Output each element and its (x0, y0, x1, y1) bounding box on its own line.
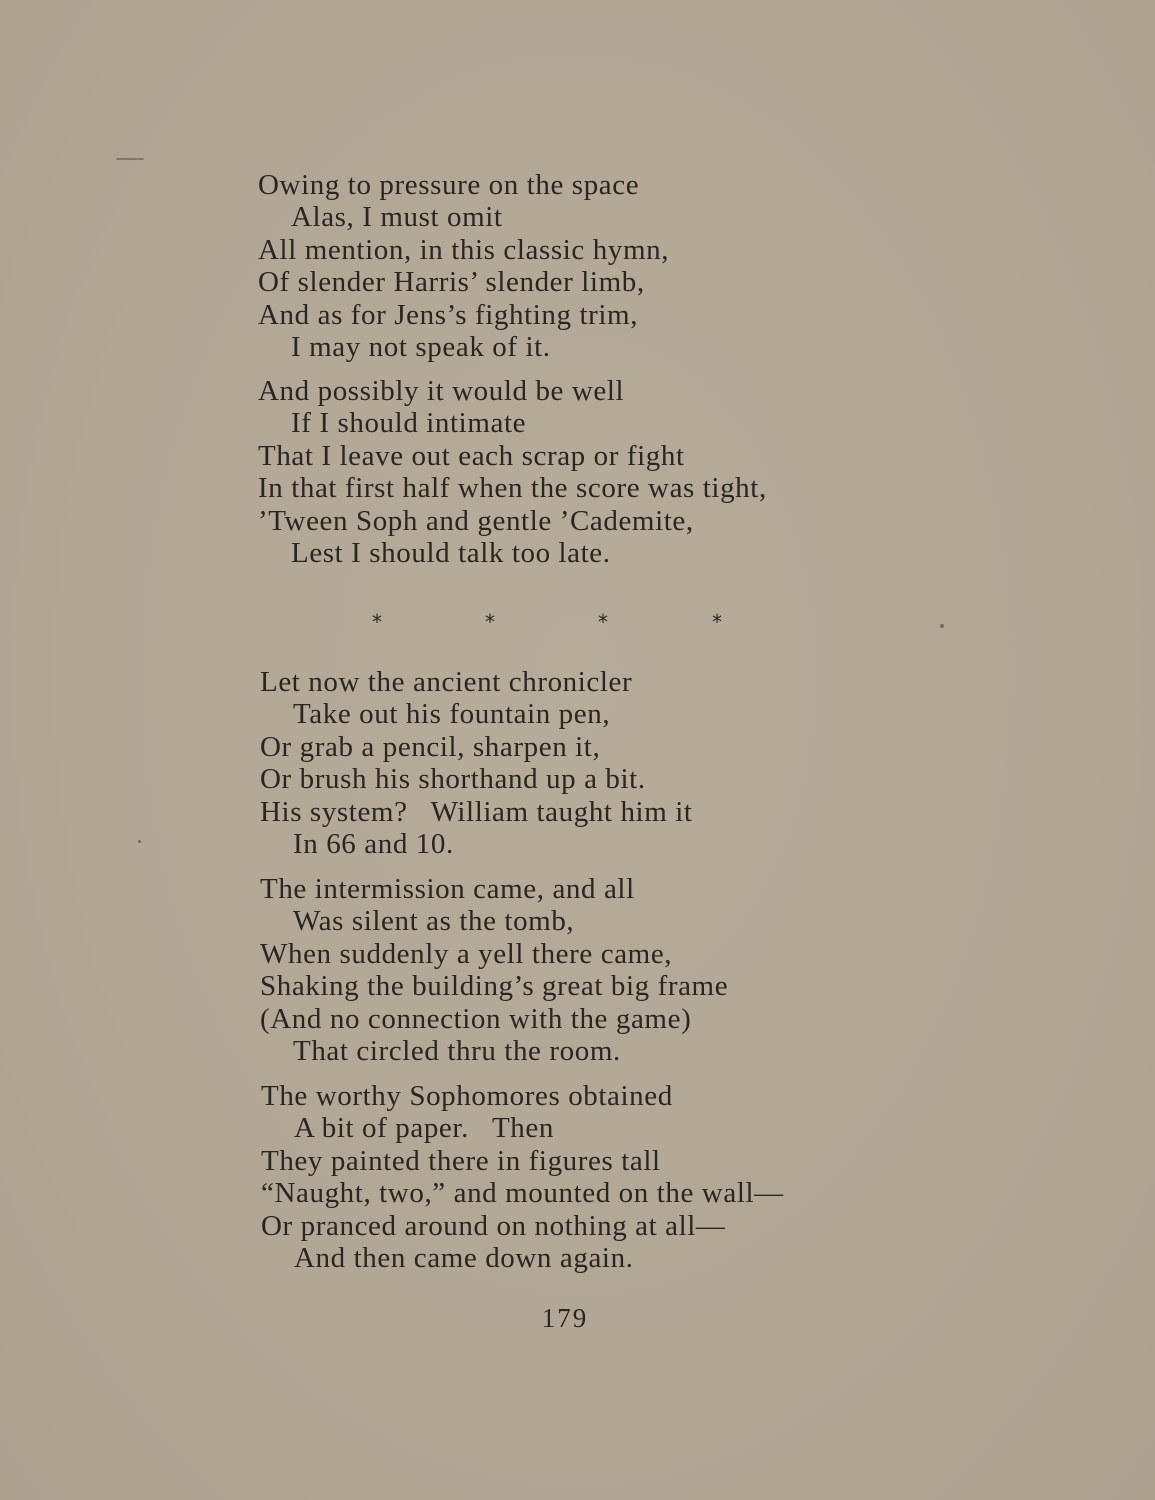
separator-asterisk: * (598, 610, 608, 634)
poem-line: Alas, I must omit (291, 201, 503, 234)
poem-line: Or pranced around on nothing at all— (261, 1209, 726, 1242)
poem-line: Shaking the building’s great big frame (260, 970, 729, 1003)
separator-asterisk: * (485, 610, 495, 634)
poem-line: Take out his fountain pen, (293, 698, 611, 731)
stanza-4 (260, 873, 728, 1067)
poem-line: (And no connection with the game) (260, 1002, 692, 1035)
poem-line: When suddenly a yell there came, (260, 937, 673, 970)
page-number: 179 (541, 1303, 589, 1333)
poem-line: In 66 and 10. (293, 827, 454, 860)
stanza-2 (258, 375, 767, 569)
ink-speck (138, 840, 141, 843)
poem-line: If I should intimate (291, 407, 527, 440)
poem-line: And possibly it would be well (258, 375, 625, 407)
stanza-5 (261, 1080, 784, 1274)
poem-line: Lest I should talk too late. (291, 536, 611, 569)
margin-mark (116, 158, 144, 160)
poem-line: Of slender Harris’ slender limb, (258, 266, 645, 299)
separator-asterisk: * (712, 610, 722, 634)
poem-line: Was silent as the tomb, (293, 905, 575, 938)
poem-line: I may not speak of it. (291, 330, 551, 363)
poem-line: “Naught, two,” and mounted on the wall— (261, 1177, 784, 1210)
poem-line: And as for Jens’s fighting trim, (258, 298, 639, 331)
poem-line: In that first half when the score was tight, (258, 472, 767, 505)
stanza-3 (260, 666, 693, 860)
poem-line: Or brush his shorthand up a bit. (260, 763, 646, 796)
poem-line: ’Tween Soph and gentle ’Cademite, (258, 504, 694, 537)
poem-line: The intermission came, and all (260, 873, 635, 905)
stanza-1 (258, 169, 669, 363)
poem-line: Owing to pressure on the space (258, 169, 640, 201)
poem-line: All mention, in this classic hymn, (258, 233, 670, 266)
poem-line: A bit of paper. Then (294, 1112, 554, 1145)
poem-line: That I leave out each scrap or fight (258, 439, 685, 472)
poem-line: And then came down again. (294, 1241, 634, 1274)
poem-line: Or grab a pencil, sharpen it, (260, 730, 601, 763)
poem-line: His system? William taught him it (260, 795, 693, 828)
poem-line: That circled thru the room. (293, 1034, 621, 1067)
section-separator (0, 610, 1155, 634)
poem-line: Let now the ancient chronicler (260, 666, 633, 698)
poem-line: The worthy Sophomores obtained (261, 1080, 673, 1112)
separator-asterisk: * (372, 610, 382, 634)
poem-line: They painted there in figures tall (261, 1144, 661, 1177)
